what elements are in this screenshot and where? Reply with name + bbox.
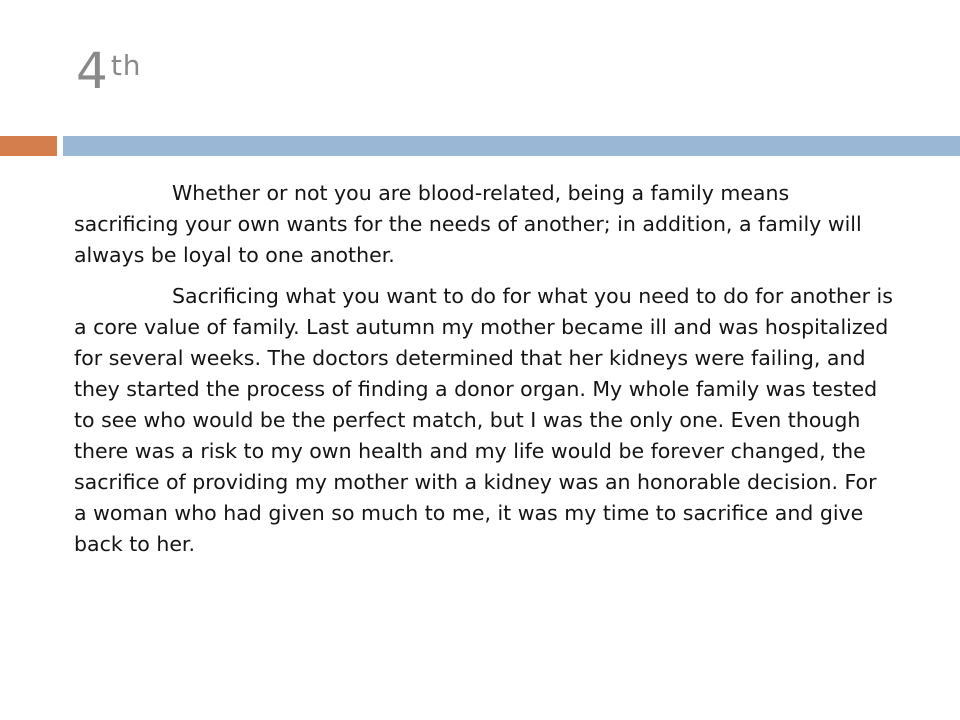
paragraph-thesis: Whether or not you are blood-related, being a family means sacrificing your own wants for the needs of another; in addition, a family will always be loyal to one another. (74, 181, 862, 267)
title-accent-bar (0, 136, 57, 156)
slide-body (74, 178, 894, 570)
slide-title (76, 42, 142, 100)
paragraph-body: Sacrificing what you want to do for what you need to do for another is a core value of family. Last autumn my mother became ill and was hospitalized for several weeks. The doctors determined that her kidneys were failing, and they started the process of finding a donor organ. My whole family was tested to see who would be the perfect match, but I was the only one. Even though there was a risk to my own health and my life would be forever changed, the sacrifice of providing my mother with a kidney was an honorable decision. For a woman who had given so much to me, it was my time to sacrifice and give back to her. (74, 284, 893, 556)
slide-title-number: 4 (76, 42, 109, 100)
slide-title-superscript: th (110, 49, 142, 82)
title-divider-bar (63, 136, 960, 156)
